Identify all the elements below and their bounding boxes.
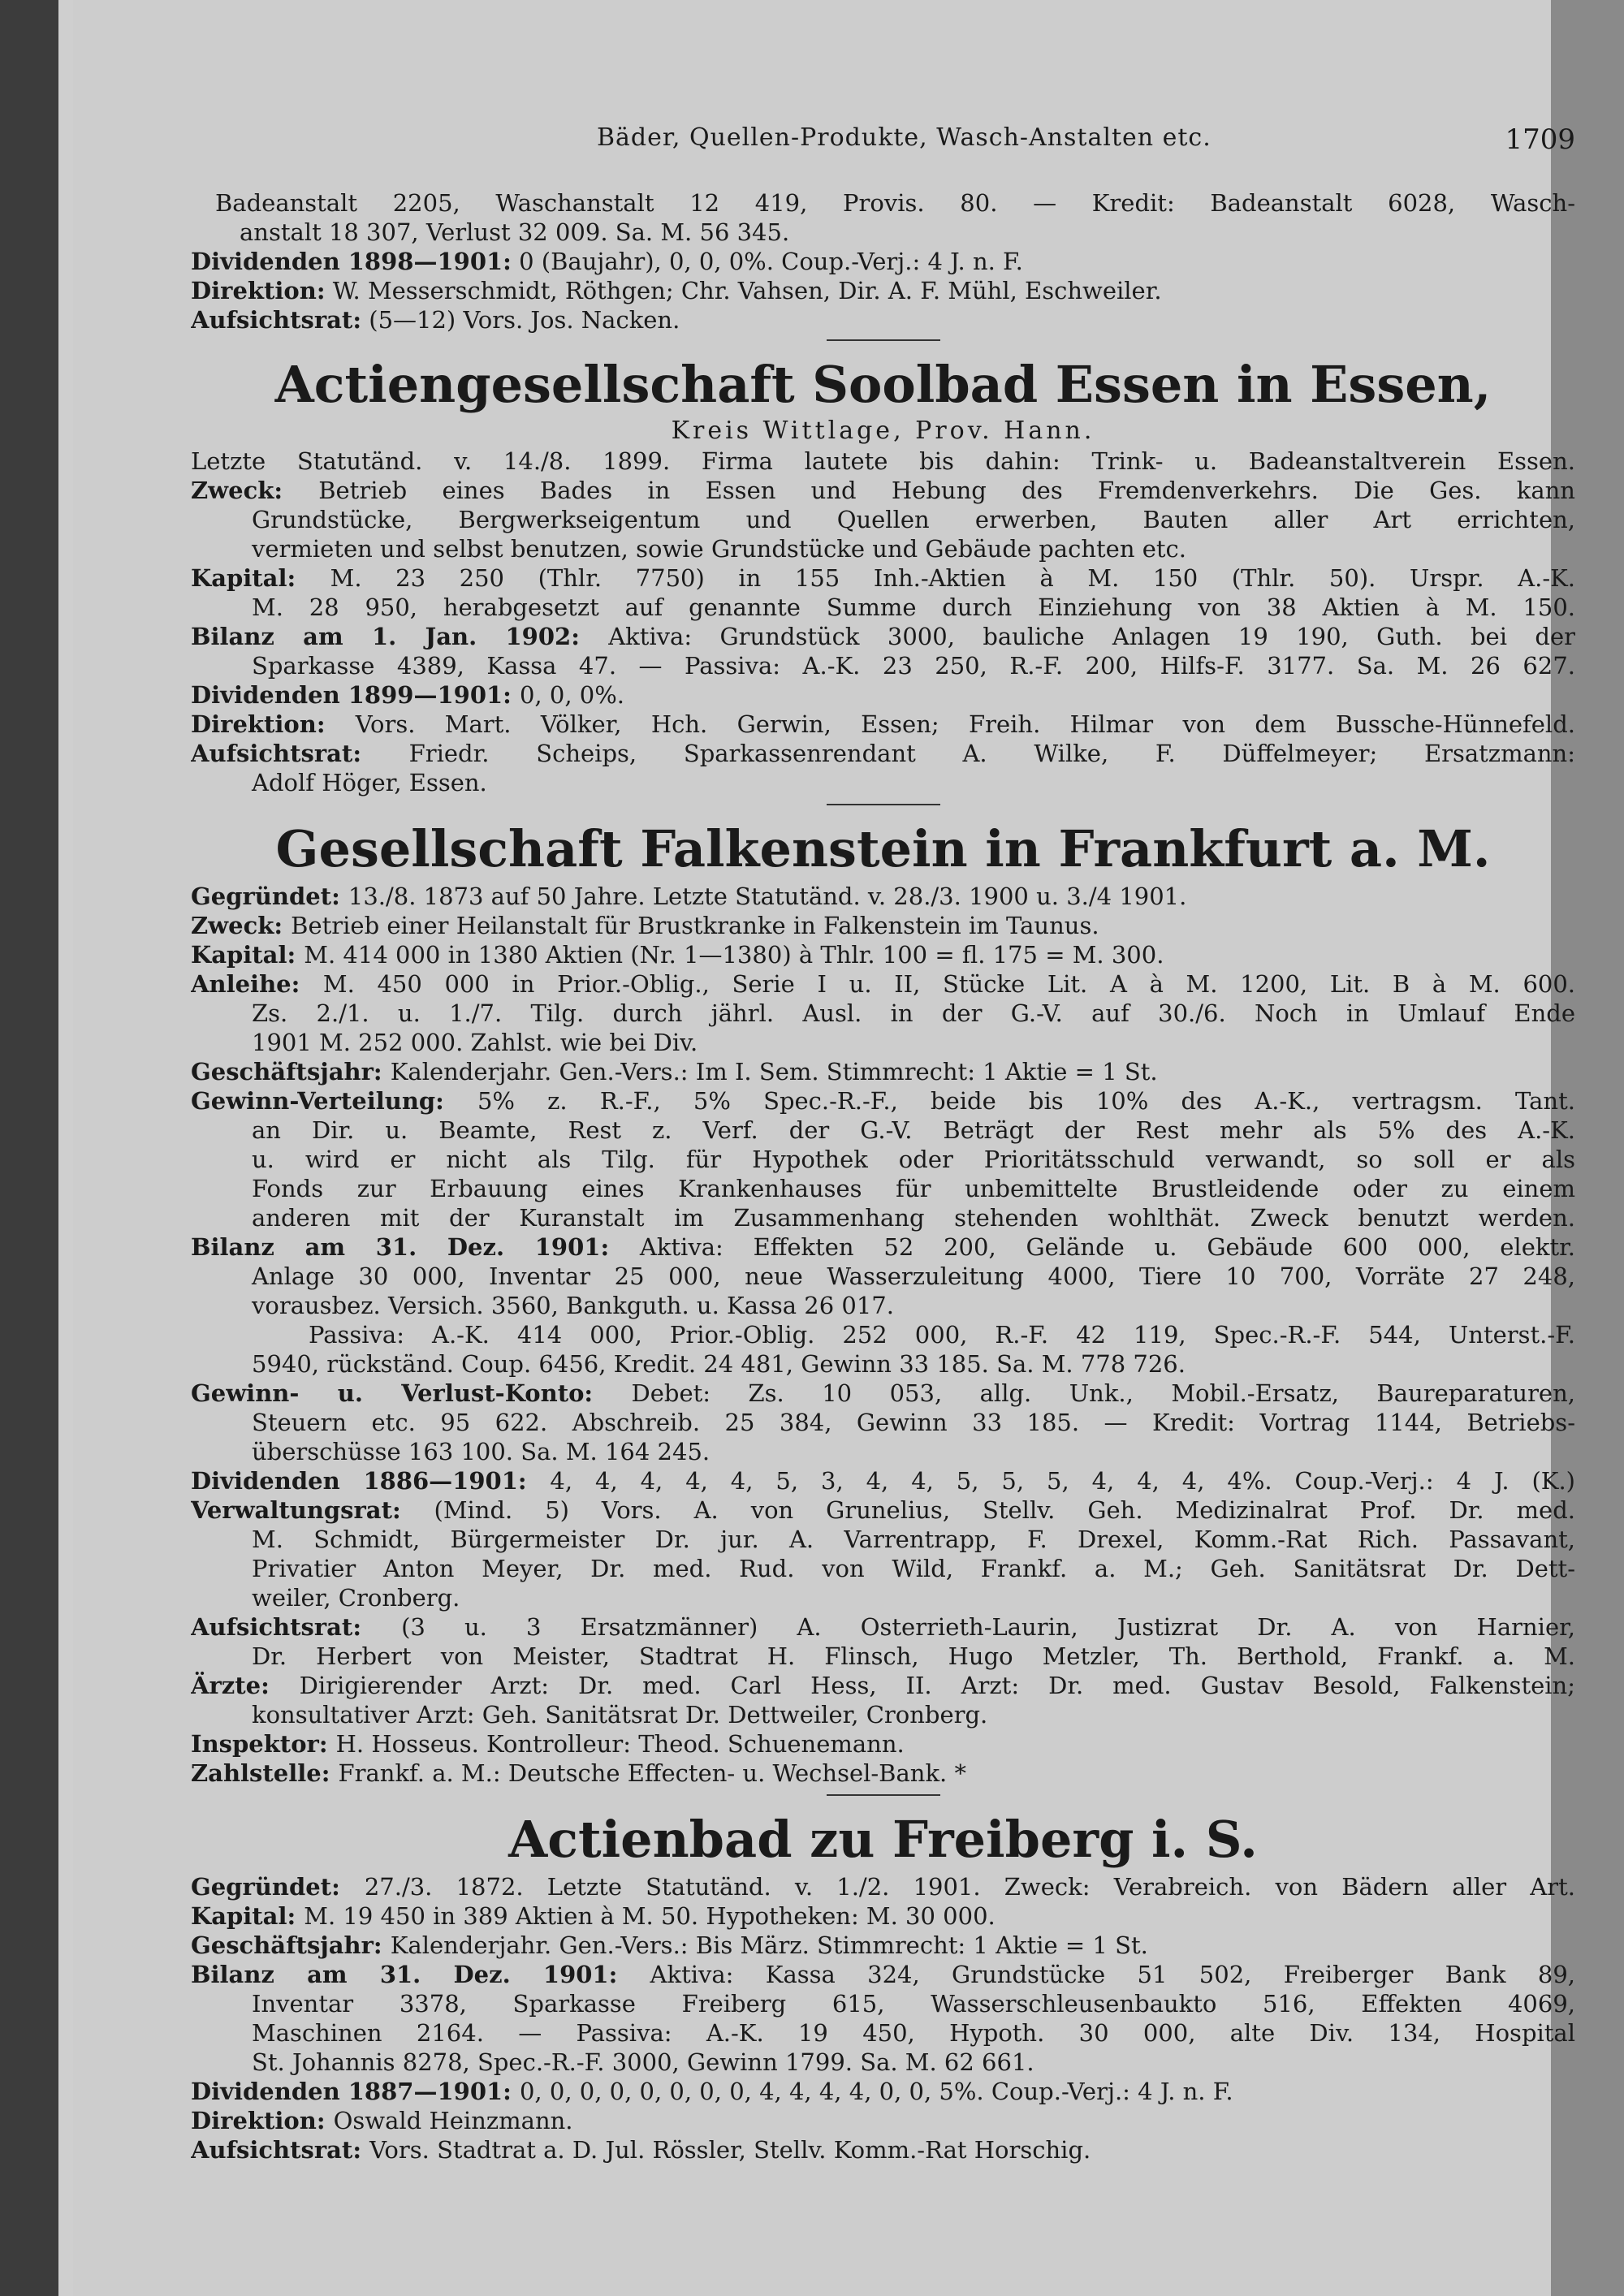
intro-aufsichtsrat bbox=[191, 305, 1575, 334]
entry-line bbox=[191, 1700, 1575, 1729]
scan-binding-edge bbox=[0, 0, 58, 2296]
field-label: Gewinn-Verteilung: bbox=[191, 1087, 477, 1115]
field-text: Frankf. a. M.: Deutsche Effecten- u. Wechsel-Bank. * bbox=[338, 1759, 966, 1787]
intro-line: Badeanstalt 2205, Waschanstalt 12 419, Provis. 80. — Kredit: Badeanstalt 6028, Wasch- bbox=[215, 189, 1575, 217]
field-text: Kalenderjahr. Gen.-Vers.: Bis März. Stimmrecht: 1 Aktie = 1 St. bbox=[390, 1931, 1148, 1959]
entry-line bbox=[191, 1525, 1575, 1554]
entry-line bbox=[191, 2018, 1575, 2048]
field-text: 5940, rückständ. Coup. 6456, Kredit. 24 481, Gewinn 33 185. Sa. M. 778 726. bbox=[252, 1350, 1186, 1378]
field-text: an Dir. u. Beamte, Rest z. Verf. der G.-V. Beträgt der Rest mehr als 5% des A.-K. bbox=[252, 1116, 1575, 1144]
entry-line bbox=[191, 1671, 1575, 1700]
entry-line bbox=[191, 1872, 1575, 1901]
field-text: Zs. 2./1. u. 1./7. Tilg. durch jährl. Ausl. in der G.-V. auf 30./6. Noch in Umlauf Ende bbox=[252, 999, 1575, 1027]
entry-line bbox=[191, 1729, 1575, 1759]
field-text: Betrieb einer Heilanstalt für Brustkranke in Falkenstein im Taunus. bbox=[291, 912, 1099, 939]
field-label: Kapital: bbox=[191, 564, 330, 592]
field-label: Dividenden 1887—1901: bbox=[191, 2078, 520, 2105]
field-label: Zahlstelle: bbox=[191, 1759, 339, 1787]
field-label: Geschäftsjahr: bbox=[191, 1931, 391, 1959]
field-text: 13./8. 1873 auf 50 Jahre. Letzte Statutänd. v. 28./3. 1900 u. 3./4 1901. bbox=[348, 883, 1187, 910]
company-heading: Actiengesellschaft Soolbad Essen in Essen, bbox=[274, 355, 1492, 414]
field-text: 27./3. 1872. Letzte Statutänd. v. 1./2. 1901. Zweck: Verabreich. von Bädern aller Art. bbox=[364, 1873, 1575, 1901]
company-section bbox=[191, 339, 1575, 797]
entry-line bbox=[191, 2048, 1575, 2077]
field-text: M. 414 000 in 1380 Aktien (Nr. 1—1380) à Thlr. 100 = fl. 175 = M. 300. bbox=[304, 941, 1164, 969]
field-label: Aufsichtsrat: bbox=[191, 740, 409, 767]
field-label: Ärzte: bbox=[191, 1672, 300, 1699]
field-text: St. Johannis 8278, Spec.-R.-F. 3000, Gewinn 1799. Sa. M. 62 661. bbox=[252, 2048, 1034, 2076]
entry-line bbox=[191, 1203, 1575, 1232]
field-text: Dr. Herbert von Meister, Stadtrat H. Flinsch, Hugo Metzler, Th. Berthold, Frankf. a. M. bbox=[252, 1642, 1575, 1670]
entry-line bbox=[191, 1349, 1575, 1379]
entry-line bbox=[191, 1901, 1575, 1931]
field-label: Dividenden 1898—1901: bbox=[191, 248, 512, 275]
field-text: Aktiva: Grundstück 3000, bauliche Anlagen 19 190, Guth. bei der bbox=[608, 623, 1575, 650]
intro-line: anstalt 18 307, Verlust 32 009. Sa. M. 56 345. bbox=[240, 218, 790, 246]
entry-line bbox=[191, 1612, 1575, 1642]
field-text: (Mind. 5) Vors. A. von Grunelius, Stellv. Geh. Medizinalrat Prof. Dr. med. bbox=[434, 1496, 1575, 1524]
field-text: (3 u. 3 Ersatzmänner) A. Osterrieth-Laurin, Justizrat Dr. A. von Harnier, bbox=[401, 1613, 1575, 1641]
company-section bbox=[191, 1794, 1575, 2164]
entry-line bbox=[191, 1960, 1575, 1989]
entry-line bbox=[191, 1495, 1575, 1525]
entry-line bbox=[191, 969, 1575, 999]
field-text: Passiva: A.-K. 414 000, Prior.-Oblig. 252 000, R.-F. 42 119, Spec.-R.-F. 544, Unterst.-F. bbox=[309, 1321, 1575, 1349]
entry-line bbox=[191, 563, 1575, 593]
field-label: Dividenden 1886—1901: bbox=[191, 1467, 551, 1495]
intro-direktion bbox=[191, 276, 1575, 305]
entry-line bbox=[191, 680, 1575, 710]
field-text: überschüsse 163 100. Sa. M. 164 245. bbox=[252, 1438, 710, 1465]
entry-line bbox=[191, 593, 1575, 622]
field-text: vorausbez. Versich. 3560, Bankguth. u. Kassa 26 017. bbox=[252, 1292, 894, 1319]
entry-line bbox=[191, 2077, 1575, 2106]
field-label: Aufsichtsrat: bbox=[191, 2136, 370, 2164]
entry-line bbox=[191, 1028, 1575, 1057]
field-text: Inventar 3378, Sparkasse Freiberg 615, Wasserschleusenbaukto 516, Effekten 4069, bbox=[252, 1990, 1575, 2018]
entry-line bbox=[191, 1086, 1575, 1116]
field-text: Fonds zur Erbauung eines Krankenhauses für unbemittelte Brustleidende oder zu einem bbox=[252, 1175, 1575, 1202]
field-text: Dirigierender Arzt: Dr. med. Carl Hess, II. Arzt: Dr. med. Gustav Besold, Falkenstein; bbox=[299, 1672, 1575, 1699]
entry-line bbox=[191, 1437, 1575, 1466]
entry-line bbox=[191, 999, 1575, 1028]
field-text: (5—12) Vors. Jos. Nacken. bbox=[369, 306, 680, 334]
field-text: 0, 0, 0%. bbox=[519, 681, 624, 709]
field-text: H. Hosseus. Kontrolleur: Theod. Schuenemann. bbox=[335, 1730, 905, 1758]
entry-line bbox=[191, 1642, 1575, 1671]
entry-line bbox=[191, 1262, 1575, 1291]
field-label: Gewinn- u. Verlust-Konto: bbox=[191, 1379, 632, 1407]
field-label: Direktion: bbox=[191, 277, 326, 304]
entry-line bbox=[191, 1291, 1575, 1320]
field-text: 0, 0, 0, 0, 0, 0, 0, 0, 4, 4, 4, 4, 0, 0, 5%. Coup.-Verj.: 4 J. n. F. bbox=[519, 2078, 1233, 2105]
entry-line bbox=[191, 1379, 1575, 1408]
field-label: Gegründet: bbox=[191, 1873, 365, 1901]
field-label: Aufsichtsrat: bbox=[191, 1613, 402, 1641]
intro-dividenden bbox=[191, 247, 1575, 276]
company-heading: Actienbad zu Freiberg i. S. bbox=[508, 1810, 1258, 1869]
field-text: vermieten und selbst benutzen, sowie Grundstücke und Gebäude pachten etc. bbox=[252, 535, 1186, 563]
entry-line bbox=[191, 1320, 1575, 1349]
entry-line bbox=[191, 1408, 1575, 1437]
field-text: u. wird er nicht als Tilg. für Hypothek oder Prioritätsschuld verwandt, so soll er als bbox=[252, 1146, 1575, 1173]
field-text: Friedr. Scheips, Sparkassenrendant A. Wilke, F. Düffelmeyer; Ersatzmann: bbox=[408, 740, 1575, 767]
sections-container bbox=[191, 333, 1575, 2164]
running-header-title: Bäder, Quellen-Produkte, Wasch-Anstalten etc. bbox=[597, 123, 1212, 152]
field-label: Verwaltungsrat: bbox=[191, 1496, 434, 1524]
field-text: Maschinen 2164. — Passiva: A.-K. 19 450, Hypoth. 30 000, alte Div. 134, Hospital bbox=[252, 2019, 1575, 2047]
field-text: Letzte Statutänd. v. 14./8. 1899. Firma lautete bis dahin: Trink- u. Badeanstaltverein Essen. bbox=[191, 447, 1575, 475]
entry-line bbox=[191, 534, 1575, 563]
entry-line bbox=[191, 1989, 1575, 2018]
field-text: Grundstücke, Bergwerkseigentum und Quellen erwerben, Bauten aller Art errichten, bbox=[252, 506, 1575, 533]
field-label: Inspektor: bbox=[191, 1730, 336, 1758]
company-subheading: Kreis Wittlage, Prov. Hann. bbox=[671, 416, 1095, 445]
entry-line bbox=[191, 882, 1575, 911]
entry-line bbox=[191, 1057, 1575, 1086]
field-text: Vors. Mart. Völker, Hch. Gerwin, Essen; Freih. Hilmar von dem Bussche-Hünnefeld. bbox=[355, 710, 1575, 738]
entry-line bbox=[191, 710, 1575, 739]
field-text: Aktiva: Effekten 52 200, Gelände u. Gebäude 600 000, elektr. bbox=[639, 1233, 1575, 1261]
entry-line bbox=[191, 1174, 1575, 1203]
field-label: Kapital: bbox=[191, 941, 304, 969]
field-text: M. 450 000 in Prior.-Oblig., Serie I u. II, Stücke Lit. A à M. 1200, Lit. B à M. 600. bbox=[322, 970, 1575, 998]
field-label: Anleihe: bbox=[191, 970, 323, 998]
entry-line bbox=[191, 2106, 1575, 2135]
book-page bbox=[73, 0, 1575, 2296]
company-section bbox=[191, 804, 1575, 1788]
field-text: Oswald Heinzmann. bbox=[333, 2107, 573, 2134]
entry-line bbox=[191, 768, 1575, 797]
field-text: Steuern etc. 95 622. Abschreib. 25 384, Gewinn 33 185. — Kredit: Vortrag 1144, Betriebs- bbox=[252, 1409, 1575, 1436]
entry-line bbox=[191, 651, 1575, 680]
field-text: Sparkasse 4389, Kassa 47. — Passiva: A.-K. 23 250, R.-F. 200, Hilfs-F. 3177. Sa. M. 26 627. bbox=[252, 652, 1575, 680]
entry-line bbox=[191, 622, 1575, 651]
field-label: Zweck: bbox=[191, 477, 319, 504]
section-divider bbox=[827, 1794, 940, 1796]
field-label: Dividenden 1899—1901: bbox=[191, 681, 520, 709]
field-text: Privatier Anton Meyer, Dr. med. Rud. von Wild, Frankf. a. M.; Geh. Sanitätsrat Dr. Dett- bbox=[252, 1555, 1575, 1582]
field-text: M. 19 450 in 389 Aktien à M. 50. Hypotheken: M. 30 000. bbox=[304, 1902, 996, 1930]
entry-line bbox=[191, 447, 1575, 476]
field-text: W. Messerschmidt, Röthgen; Chr. Vahsen, Dir. A. F. Mühl, Eschweiler. bbox=[332, 277, 1162, 304]
page-number: 1709 bbox=[1505, 123, 1575, 156]
entry-line bbox=[191, 1116, 1575, 1145]
field-label: Kapital: bbox=[191, 1902, 304, 1930]
company-heading: Gesellschaft Falkenstein in Frankfurt a. M. bbox=[275, 819, 1491, 878]
entry-line bbox=[191, 1466, 1575, 1495]
field-label: Zweck: bbox=[191, 912, 292, 939]
field-text: Debet: Zs. 10 053, allg. Unk., Mobil.-Ersatz, Baureparaturen, bbox=[631, 1379, 1575, 1407]
scan-margin-strip bbox=[58, 0, 73, 2296]
field-text: Anlage 30 000, Inventar 25 000, neue Wasserzuleitung 4000, Tiere 10 700, Vorräte 27 248, bbox=[252, 1262, 1575, 1290]
field-text: 0 (Baujahr), 0, 0, 0%. Coup.-Verj.: 4 J. n. F. bbox=[519, 248, 1023, 275]
field-text: M. 28 950, herabgesetzt auf genannte Summe durch Einziehung von 38 Aktien à M. 150. bbox=[252, 593, 1575, 621]
entry-line bbox=[191, 739, 1575, 768]
field-label: Direktion: bbox=[191, 710, 356, 738]
field-label: Gegründet: bbox=[191, 883, 348, 910]
running-header bbox=[191, 123, 1575, 156]
section-divider bbox=[827, 804, 940, 805]
section-divider bbox=[827, 339, 940, 341]
field-text: Aktiva: Kassa 324, Grundstücke 51 502, Freiberger Bank 89, bbox=[650, 1961, 1575, 1988]
field-text: Vors. Stadtrat a. D. Jul. Rössler, Stellv. Komm.-Rat Horschig. bbox=[369, 2136, 1091, 2164]
field-label: Geschäftsjahr: bbox=[191, 1058, 391, 1085]
entry-line bbox=[191, 940, 1575, 969]
field-label: Bilanz am 1. Jan. 1902: bbox=[191, 623, 609, 650]
entry-line bbox=[191, 505, 1575, 534]
entry-line bbox=[191, 2135, 1575, 2164]
field-text: 5% z. R.-F., 5% Spec.-R.-F., beide bis 10% des A.-K., vertragsm. Tant. bbox=[477, 1087, 1575, 1115]
entry-line bbox=[191, 1232, 1575, 1262]
entry-line bbox=[191, 1931, 1575, 1960]
entry-line bbox=[191, 911, 1575, 940]
intro-block bbox=[191, 188, 1575, 334]
field-text: weiler, Cronberg. bbox=[252, 1584, 460, 1612]
field-label: Bilanz am 31. Dez. 1901: bbox=[191, 1961, 650, 1988]
field-label: Direktion: bbox=[191, 2107, 334, 2134]
field-text: M. Schmidt, Bürgermeister Dr. jur. A. Varrentrapp, F. Drexel, Komm.-Rat Rich. Passavant, bbox=[252, 1526, 1575, 1553]
entry-line bbox=[191, 1583, 1575, 1612]
field-text: 4, 4, 4, 4, 4, 5, 3, 4, 4, 5, 5, 5, 4, 4, 4, 4%. Coup.-Verj.: 4 J. (K.) bbox=[550, 1467, 1575, 1495]
field-label: Bilanz am 31. Dez. 1901: bbox=[191, 1233, 640, 1261]
field-text: Adolf Höger, Essen. bbox=[252, 769, 487, 796]
field-text: anderen mit der Kuranstalt im Zusammenhang stehenden wohlthät. Zweck benutzt werden. bbox=[252, 1204, 1575, 1232]
entry-line bbox=[191, 1554, 1575, 1583]
field-label: Aufsichtsrat: bbox=[191, 306, 362, 334]
entry-line bbox=[191, 1759, 1575, 1788]
field-text: 1901 M. 252 000. Zahlst. wie bei Div. bbox=[252, 1029, 698, 1056]
field-text: M. 23 250 (Thlr. 7750) in 155 Inh.-Aktien à M. 150 (Thlr. 50). Urspr. A.-K. bbox=[330, 564, 1575, 592]
field-text: konsultativer Arzt: Geh. Sanitätsrat Dr. Dettweiler, Cronberg. bbox=[252, 1701, 988, 1728]
entry-line bbox=[191, 1145, 1575, 1174]
field-text: Kalenderjahr. Gen.-Vers.: Im I. Sem. Stimmrecht: 1 Aktie = 1 St. bbox=[390, 1058, 1158, 1085]
field-text: Betrieb eines Bades in Essen und Hebung des Fremdenverkehrs. Die Ges. kann bbox=[318, 477, 1575, 504]
entry-line bbox=[191, 476, 1575, 505]
